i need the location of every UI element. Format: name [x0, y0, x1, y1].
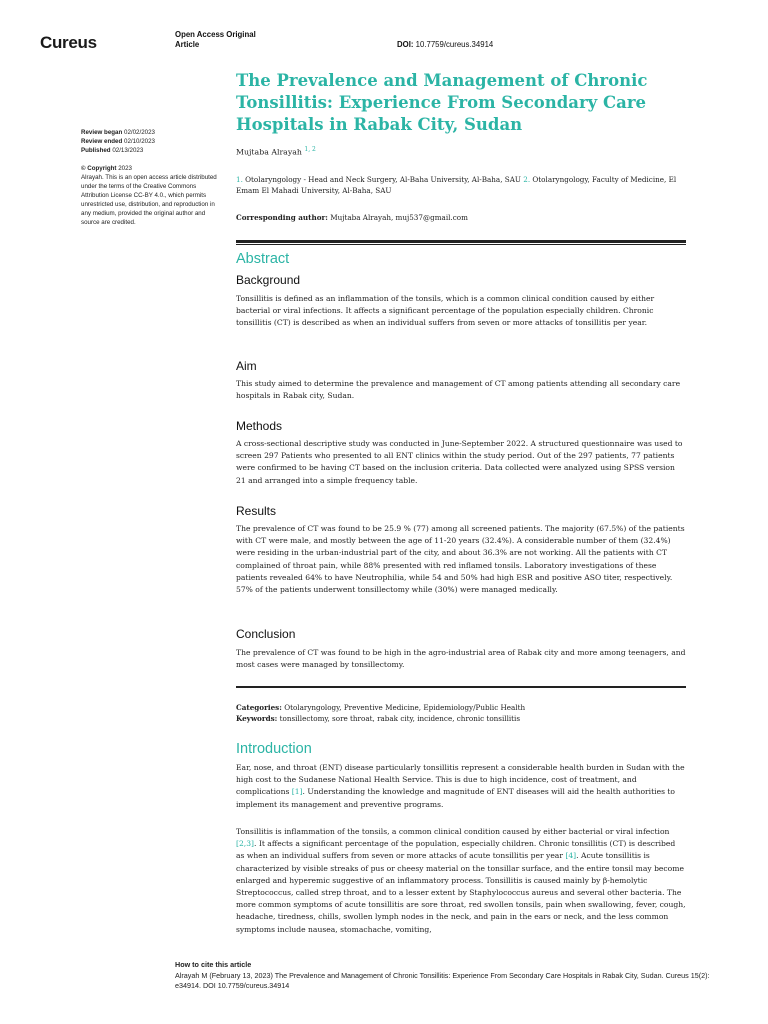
categories-keywords [236, 702, 686, 724]
article-type [175, 30, 295, 50]
copyright-label: © Copyright [81, 165, 117, 172]
how-to-cite-heading: How to cite this article [175, 960, 252, 969]
published-label: Published [81, 147, 111, 154]
categories-label: Categories: [236, 703, 282, 712]
license-text: Alrayah. This is an open access article distributed under the terms of the Creative Commons Attribution License CC-BY 4.0., which permits unrestricted use, distribution, and reproduction in any medium, provided the original author and source are credited. [81, 174, 217, 226]
methods-text: A cross-sectional descriptive study was conducted in June-September 2022. A structured questionnaire was used to screen 297 Patients who presented to all ENT clinics within the study period. Out of the 297 patients, 77 patients were confirmed to be having CT based on the inclusion criteria. Data collected were analyzed using SPSS version 21 and arranged into a simple frequency table. [236, 439, 683, 485]
reference-link-4[interactable]: [4] [565, 851, 577, 861]
categories-value: Otolaryngology, Preventive Medicine, Epidemiology/Public Health [284, 703, 526, 712]
aim-text: This study aimed to determine the prevalence and management of CT among patients attending all secondary care hospitals in Rabak city, Sudan. [236, 379, 681, 401]
categories-row [236, 702, 686, 713]
intro-p1-text-a: Ear, nose, and throat (ENT) disease particularly tonsillitis represent a considerable health burden in Sudan with the high cost to the Sudanese National Health Service. This is due to high incidence, cost of treatment, and complications [236, 763, 685, 797]
conclusion-heading: Conclusion [236, 627, 296, 641]
review-ended [81, 137, 221, 146]
doi-label: DOI: [397, 40, 414, 49]
published-date: 02/13/2023 [112, 147, 144, 154]
intro-p2-text-c: . Acute tonsillitis is characterized by visible streaks of pus or cheesy material on the tonsillar surface, and the entire tonsil may become enlarged and hyperemic suggestive of an inflammatory process. Tonsillitis is caused mainly by β-hemolytic Streptococcus, called strep throat, and to a lesser extent by Staphylococcus aureus and several other bacteria. The more common symptoms of acute tonsillitis are sore throat, red swollen tonsils, pain when swallowing, fever, cough, headache, tiredness, chills, swollen lymph nodes in the neck, and pain in the ears or neck, and the less common symptoms include nausea, stomachache, vomiting, [236, 851, 686, 934]
doi[interactable] [397, 40, 493, 49]
corresponding-author-value[interactable]: Mujtaba Alrayah, muj537@gmail.com [330, 212, 468, 222]
review-ended-date: 02/10/2023 [124, 138, 155, 145]
reference-link-1[interactable]: [1] [291, 787, 303, 797]
article-type-line2: Article [175, 40, 200, 49]
introduction-paragraph-2 [236, 826, 686, 936]
article-type-line1: Open Access Original [175, 30, 256, 39]
author-name[interactable]: Mujtaba Alrayah [236, 147, 302, 157]
corresponding-author-label: Corresponding author: [236, 212, 328, 222]
article-title: The Prevalence and Management of Chronic Tonsillitis: Experience From Secondary Care Hospitals in Rabak City, Sudan [236, 71, 648, 134]
intro-p2-text-a: Tonsillitis is inflammation of the tonsils, a common clinical condition caused by either bacterial or viral infection [236, 827, 670, 836]
keywords-row [236, 713, 686, 724]
abstract-end-divider [236, 686, 686, 688]
intro-p2-text-b: . It affects a significant percentage of the population, especially children. Chronic tonsillitis (CT) is described as when an individual suffers from seven or more attacks of acute tonsillitis per year [236, 839, 676, 861]
affiliation-2-number: 2. [523, 174, 531, 184]
review-began [81, 128, 221, 137]
introduction-paragraph-1 [236, 762, 686, 811]
conclusion-text: The prevalence of CT was found to be high in the agro-industrial area of Rabak city and more among teenagers, and most cases were managed by tonsillectomy. [236, 648, 686, 670]
aim-heading: Aim [236, 359, 257, 373]
copyright-year: 2023 [118, 165, 132, 172]
affiliations [236, 174, 686, 196]
review-ended-label: Review ended [81, 138, 123, 145]
reference-link-2-3[interactable]: [2,3] [236, 839, 255, 849]
introduction-heading: Introduction [236, 741, 312, 757]
review-began-label: Review began [81, 129, 123, 136]
abstract-heading: Abstract [236, 251, 290, 267]
author-affiliation-refs[interactable]: 1, 2 [304, 146, 316, 153]
affiliation-1: Otolaryngology - Head and Neck Surgery, Al-Baha University, Al-Baha, SAU [245, 174, 521, 184]
cureus-logo[interactable]: Cureus [40, 33, 97, 52]
results-heading: Results [236, 504, 277, 518]
doi-value[interactable]: 10.7759/cureus.34914 [415, 40, 494, 49]
citation-text: Alrayah M (February 13, 2023) The Prevalence and Management of Chronic Tonsillitis: Experience From Secondary Care Hospitals in Rabak City, Sudan. Cureus 15(2): e34914. DOI 10.7759/cureus.34914 [175, 970, 710, 990]
affiliation-1-number: 1. [236, 174, 243, 184]
keywords-value: tonsillectomy, sore throat, rabak city, incidence, chronic tonsillitis [279, 714, 521, 723]
results-text: The prevalence of CT was found to be 25.9 % (77) among all screened patients. The majority (67.5%) of the patients with CT were male, and mostly between the age of 11-20 years (32.4%). A considerable number of them (32.4%) were residing in the urban-industrial part of the city, and about 36.3% are not working. All the patients with CT complained of throat pain, while 88% presented with red inflamed tonsils. Laboratory investigations of these patients revealed 64% to have Neutrophilia, while 54 and 50% had high ESR and positive ASO titer, respectively. 57% of the patients underwent tonsillectomy while (30%) were managed medically. [236, 524, 685, 595]
article-header [236, 70, 686, 245]
background-heading: Background [236, 273, 301, 287]
background-text: Tonsillitis is defined as an inflammation of the tonsils, which is a common clinical condition caused by either bacterial or viral infections. It affects a significant percentage of the population especially children. Chronic tonsillitis (CT) is described as when an individual suffers from seven or more attacks of tonsillitis per year. [236, 294, 655, 328]
corresponding-author [236, 213, 686, 222]
keywords-label: Keywords: [236, 714, 278, 723]
copyright [81, 164, 221, 173]
published [81, 146, 221, 155]
author-line [236, 146, 686, 157]
review-began-date: 02/02/2023 [124, 129, 155, 136]
affiliation-2: Otolaryngology, Faculty of Medicine, El Emam El Mahadi University, Al-Baha, SAU [236, 174, 677, 195]
methods-heading: Methods [236, 419, 283, 433]
how-to-cite [175, 960, 735, 992]
section-divider [236, 240, 686, 245]
sidebar [81, 128, 221, 227]
intro-p1-text-b: . Understanding the knowledge and magnitude of ENT diseases will aid the health authorities to implement its management and preventive programs. [236, 787, 676, 809]
